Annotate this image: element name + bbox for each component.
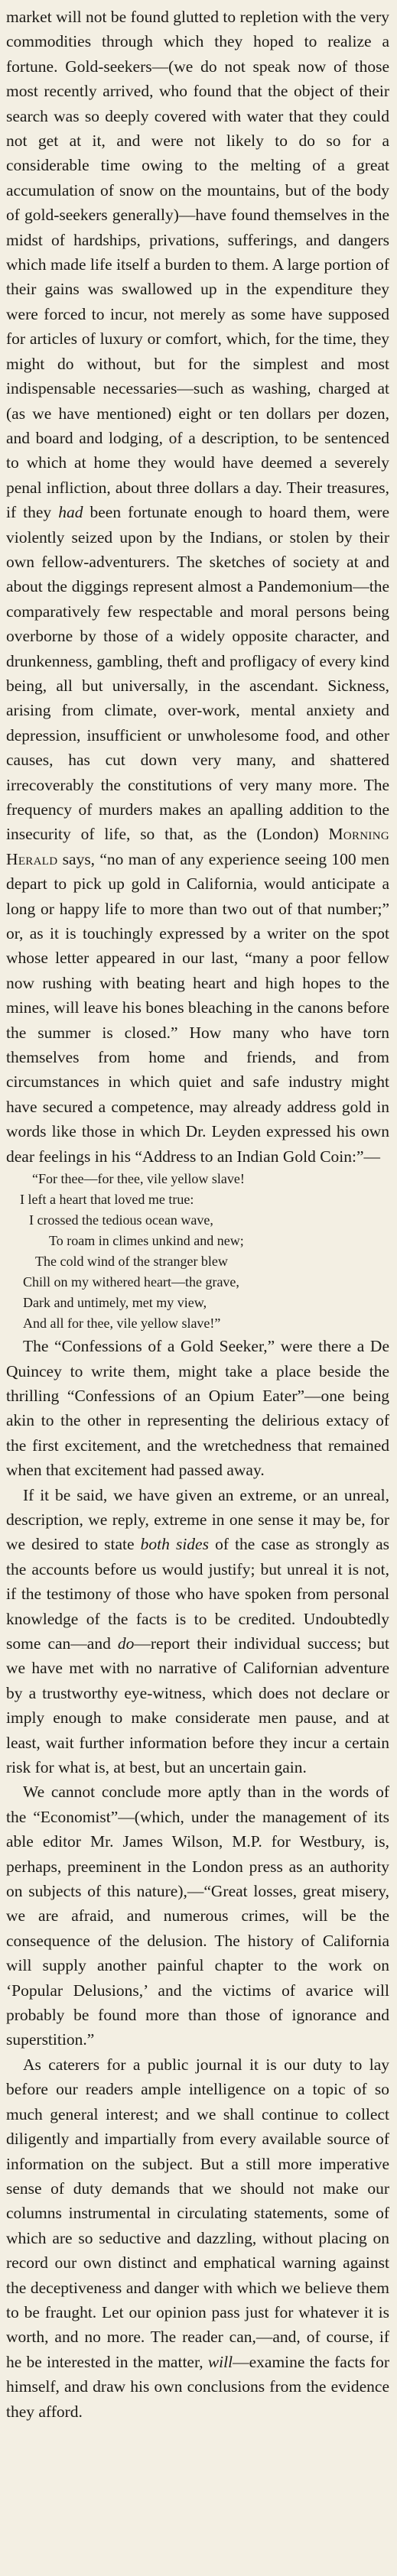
- article-paragraph-4: [6, 1780, 389, 2052]
- paragraph-text: The “Confessions of a Gold Seeker,” were there a De Quincey to write them, might take a place beside the thrilling “Confessions of an Opium Eater”—one being akin to the other in representing the delirious extacy of the first excitement, and the wretchedness that remained when that excitement had passed away.: [6, 1337, 389, 1480]
- paragraph-text: —examine the facts for himself, and draw his own conclusions from the evidence they afford.: [6, 2352, 389, 2421]
- article-paragraph-2: [6, 1334, 389, 1482]
- paragraph-text: If it be said, we have given an extreme, or an unreal, description, we reply, extreme in one sense it may be, for we desired to state: [6, 1485, 389, 1554]
- poem-line: “For thee—for thee, vile yellow slave!: [32, 1171, 245, 1187]
- poem-line: To roam in climes unkind and new;: [49, 1233, 244, 1249]
- paragraph-text: been fortunate enough to hoard them, were violently seized upon by the Indians, or stolen by their own fellow-adventurers. The sketches of society at and about the diggings represent almost a Pandemonium—the comparatively few respectable and moral persons being overborne by those of a widely opposite character, and drunkenness, gambling, theft and profligacy of every kind being, all but universally, in the ascendant. Sickness, arising from climate, over-work, mental anxiety and depression, insufficient or unwholesome food, and other causes, has cut down very many, and shattered irrecoverably the constitutions of very many more. The frequency of murders makes an apalling addition to the insecurity of life, so that, as the (London): [6, 503, 389, 844]
- article-paragraph-5: [6, 2052, 389, 2424]
- emphasis-text: had: [58, 503, 83, 522]
- poem-quotation: [6, 1169, 389, 1334]
- paragraph-text: market will not be found glutted to repletion with the very commodities through which they hoped to realize a fortune. Gold-seekers—(we do not speak now of those most recently arrived, who found that the object of their search was so deeply covered with water that they could not get at it, and were not likely to do so for a considerable time owing to the melting of a great accumulation of snow on the mountains, but of the body of gold-seekers generally)—have found themselves in the midst of hardships, privations, sufferings, and dangers which made life itself a burden to them. A large portion of their gains was swallowed up in the expenditure they were forced to incur, not merely as some have supposed for articles of luxury or comfort, which, for the time, they might do without, but for the simplest and most indispensable necessaries—such as washing, charged at (as we have mentioned) eight or ten dollars per dozen, and board and lodging, of a description, to be sentenced to which at home they would have deemed a severely penal infliction, about three dollars a day. Their treasures, if they: [6, 8, 389, 522]
- article-paragraph-1: [6, 5, 389, 1169]
- poem-line: And all for thee, vile yellow slave!”: [23, 1316, 221, 1332]
- emphasis-text: do: [117, 1634, 135, 1653]
- poem-line: I left a heart that loved me true:: [20, 1192, 194, 1208]
- emphasis-text: both sides: [140, 1535, 209, 1554]
- emphasis-text: will: [207, 2352, 233, 2371]
- newspaper-name: Morning Herald: [6, 825, 389, 868]
- paragraph-text: —report their individual success; but we have met with no narrative of Californian adventure by a trustworthy eye-witness, which does not declare or imply enough to make considerate men pause, and at least, wait further information before they incur a certain risk for what is, at best, but an uncertain gain.: [6, 1634, 389, 1776]
- paragraph-text: of the case as strongly as the accounts before us would justify; but unreal it is not, if the testimony of those who have spoken from personal knowledge of the facts is to be credited. Undoubtedly some can—and: [6, 1535, 390, 1653]
- poem-line: Dark and untimely, met my view,: [23, 1295, 207, 1311]
- paragraph-text: We cannot conclude more aptly than in the words of the “Economist”—(which, under the management of its able editor Mr. James Wilson, M.P. for Westbury, is, perhaps, preeminent in the London press as an authority on subjects of this nature),—“Great losses, great misery, we are afraid, and numerous crimes, will be the consequence of the delusion. The history of California will supply another painful chapter to the work on ‘Popular Delusions,’ and the victims of avarice will probably be found more than those of ignorance and superstition.”: [6, 1783, 389, 2049]
- article-paragraph-3: [6, 1483, 389, 1780]
- poem-line: The cold wind of the stranger blew: [35, 1254, 228, 1270]
- paragraph-text: says, “no man of any experience seeing 100 men depart to pick up gold in California, would anticipate a long or happy life to more than two out of that number;” or, as it is touchingly expressed by a writer on the spot whose letter appeared in our last, “many a poor fellow now rushing with beating heart and high hopes to the mines, will leave his bones bleaching in the canons before the summer is closed.” How many who have torn themselves from home and friends, and from circumstances in which quiet and safe industry might have secured a competence, may already address gold in words like those in which Dr. Leyden expressed his own dear feelings in his “Address to an Indian Gold Coin:”—: [6, 849, 389, 1166]
- paragraph-text: As caterers for a public journal it is our duty to lay before our readers ample intelligence on a topic of so much general interest; and we shall continue to collect diligently and impartially from every available source of information on the subject. But a still more imperative sense of duty demands that we should not make our columns instrumental in circulating statements, some of which are so seductive and dazzling, without placing on record our own distinct and emphatical warning against the deceptiveness and danger with which we believe them to be fraught. Let our opinion pass just for whatever it is worth, and no more. The reader can,—and, of course, if he be interested in the matter,: [6, 2055, 389, 2371]
- poem-line: Chill on my withered heart—the grave,: [23, 1274, 239, 1290]
- poem-line: I crossed the tedious ocean wave,: [29, 1212, 213, 1228]
